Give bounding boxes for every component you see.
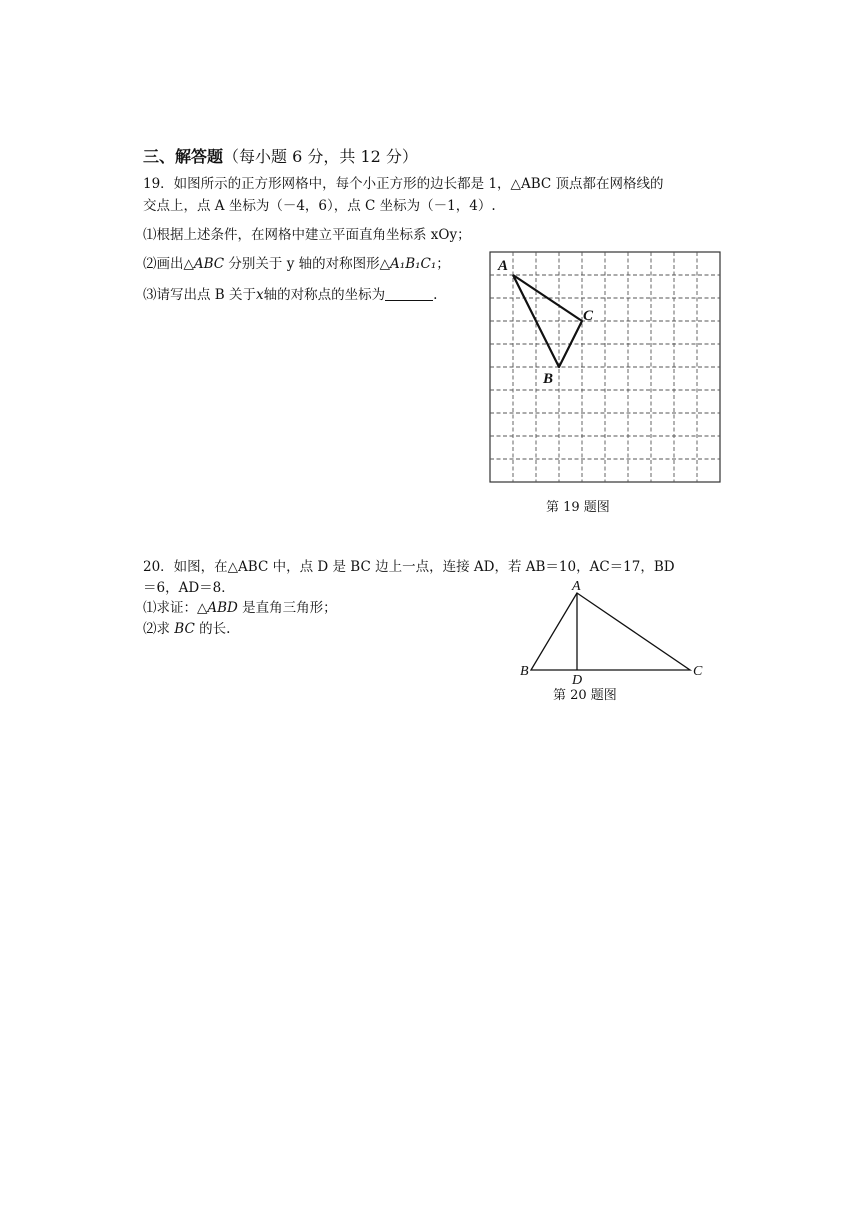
q19-part3 [143,285,437,305]
q20-triangle-figure [512,576,712,688]
triangle-abc [531,593,690,670]
grid-lines [490,252,720,482]
q19-line2: 交点上，点 A 坐标为（－4，6），点 C 坐标为（－1，4）. [143,198,496,214]
q19-answer-blank [385,286,433,301]
q19-part3-x: x [256,287,264,303]
q20-part2-prefix: ⑵求 [143,621,175,637]
q19-line1: 19．如图所示的正方形网格中，每个小正方形的边长都是 1，△ABC 顶点都在网格线的 [143,176,664,192]
vertex-label-a: A [572,579,581,594]
section-title: 三、解答题 [143,147,224,166]
q19-part2-suffix: ； [436,256,450,272]
q19-part2-mid: 分别关于 y 轴的对称图形△ [224,256,391,272]
q19-part1: ⑴根据上述条件，在网格中建立平面直角坐标系 xOy； [143,227,471,243]
q20-caption: 第 20 题图 [553,688,617,703]
vertex-label-c: C [583,308,594,324]
q19-part2-prefix: ⑵画出△ [143,256,194,272]
section-heading [143,144,418,167]
q20-part1-abd: ABD [207,600,238,616]
q20-part2 [143,619,230,639]
q20-part2-bc: BC [174,621,195,637]
q19-part3-suffix: 轴的对称点的坐标为 [263,287,386,303]
q19-part3-end: . [433,287,438,303]
vertex-label-b: B [543,371,554,387]
q20-line2: ＝6，AD＝8． [143,580,235,596]
q19-part2 [143,254,450,274]
q19-grid-figure [488,250,724,486]
q20-part2-suffix: 的长. [194,621,231,637]
q19-part3-prefix: ⑶请写出点 B 关于 [143,287,257,303]
q19-part2-a1b1c1: A₁B₁C₁ [390,256,437,272]
q20-part1-suffix: 是直角三角形； [237,600,337,616]
vertex-label-c: C [693,664,703,679]
q19-caption: 第 19 题图 [546,500,610,515]
q19-part2-abc: ABC [193,256,225,272]
q20-part1 [143,598,337,618]
vertex-label-a: A [498,258,509,274]
vertex-label-d: D [572,673,583,688]
section-note: （每小题 6 分，共 12 分） [223,147,418,166]
q20-part1-prefix: ⑴求证：△ [143,600,208,616]
q20-line1: 20．如图，在△ABC 中，点 D 是 BC 边上一点，连接 AD，若 AB＝10，AC＝17，BD [143,559,675,575]
vertex-label-b: B [520,664,529,679]
